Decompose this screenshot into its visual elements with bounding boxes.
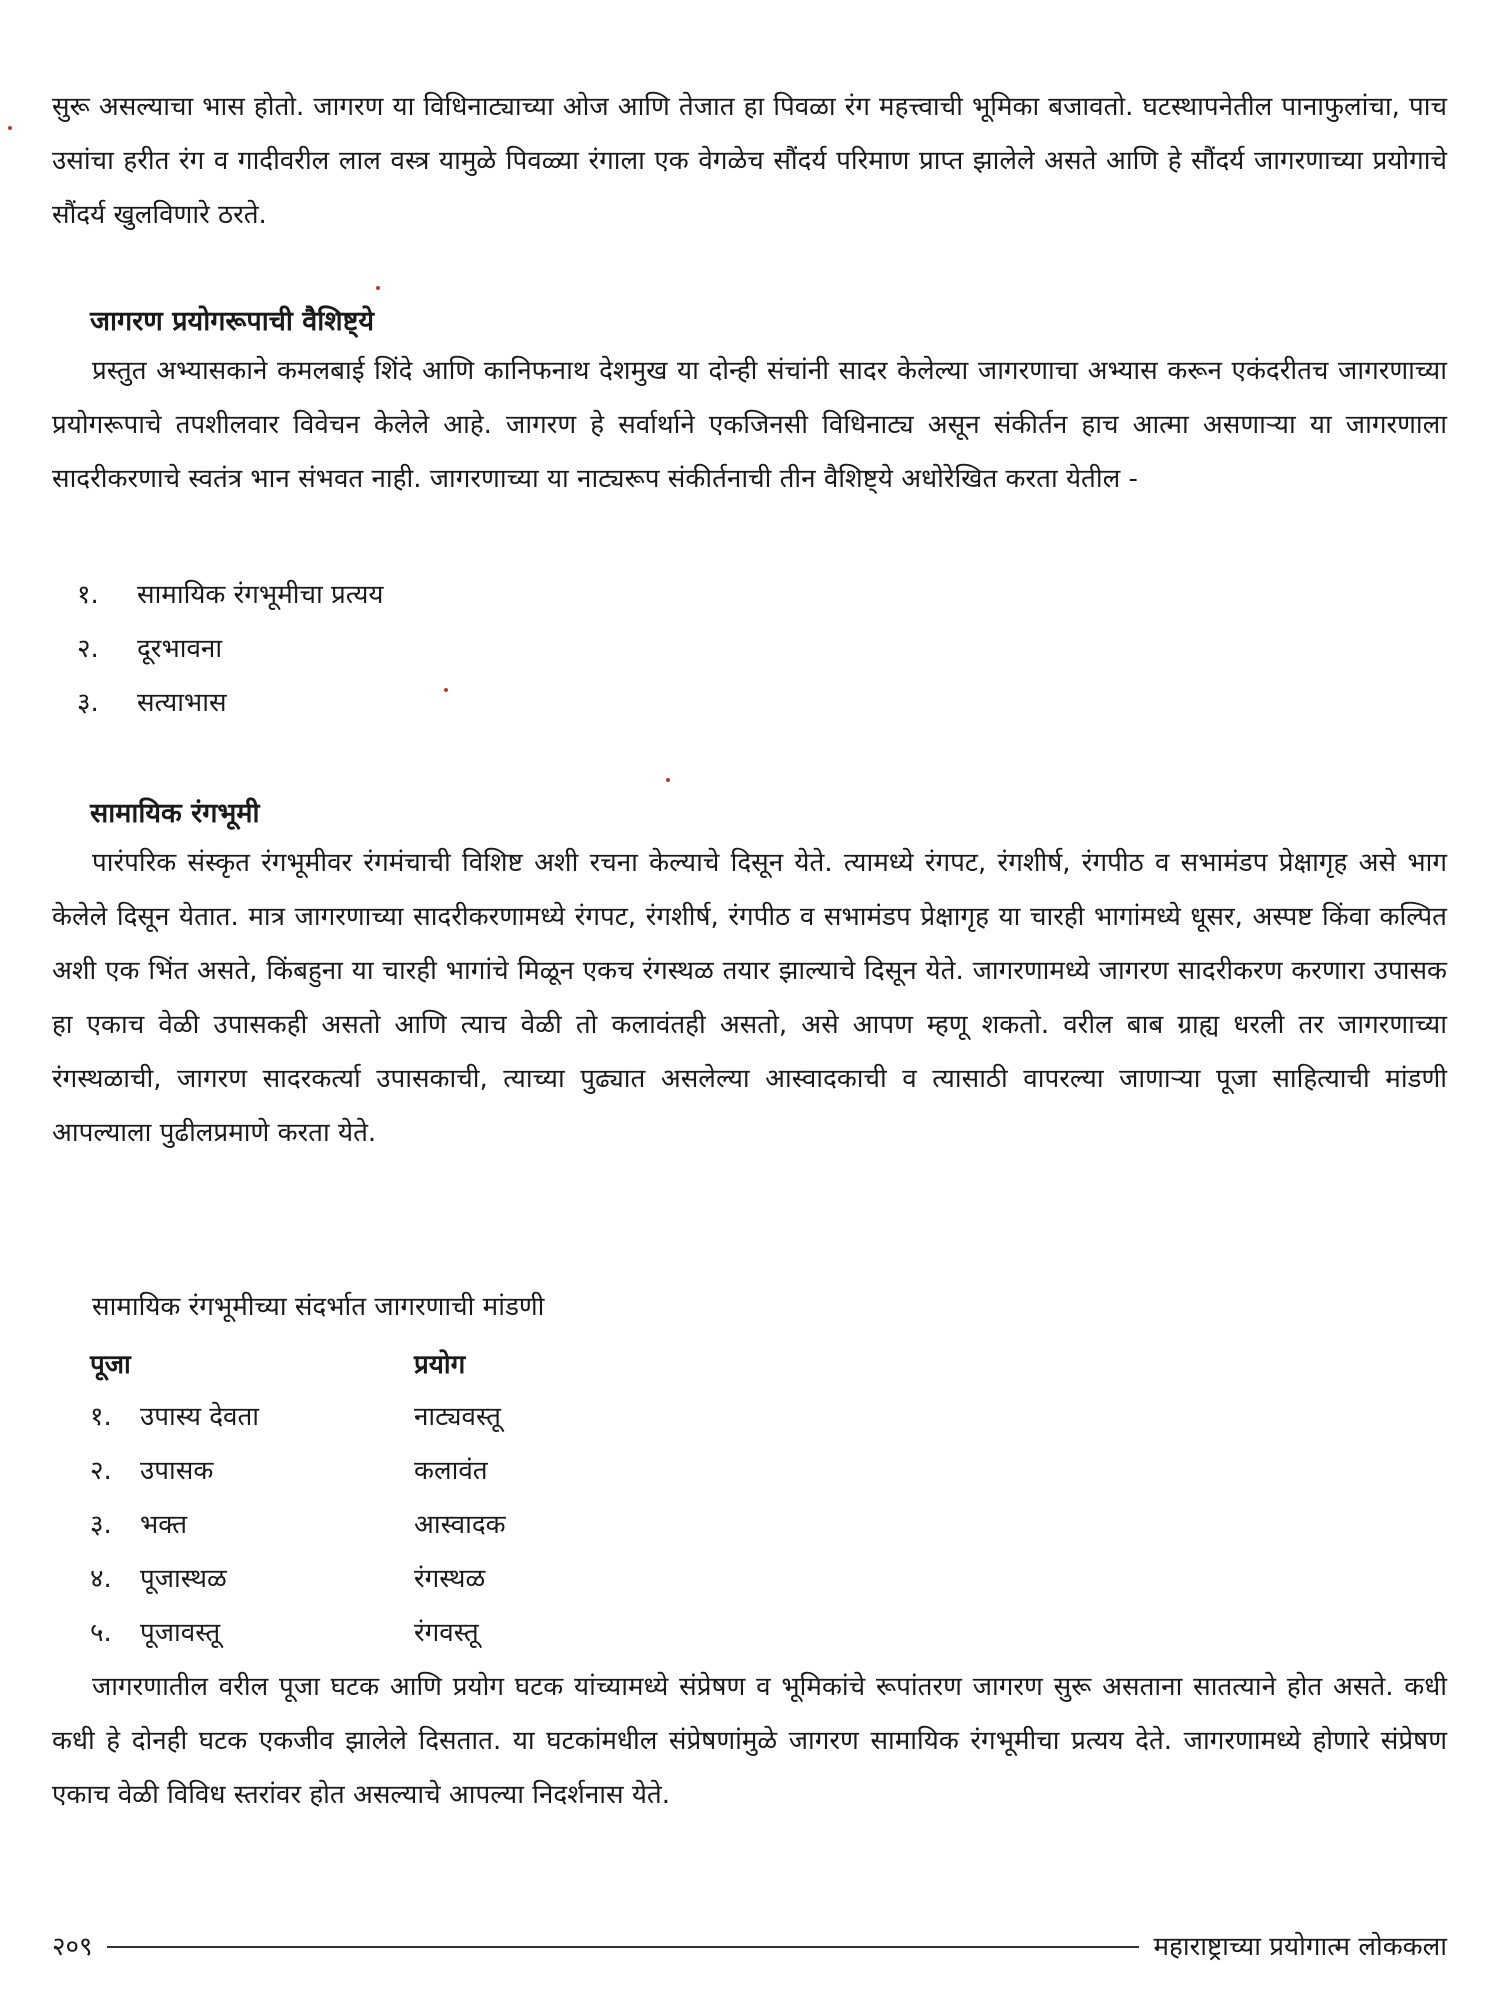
features-paragraph: प्रस्तुत अभ्यासकाने कमलबाई शिंदे आणि कानिफनाथ देशमुख या दोन्ही संचांनी सादर केलेल्या जागरणाचा अभ्यास करून एकंदरीतच जागरणाच्या प्रयोगरूपाचे तपशीलवार विवेचन केलेले आहे. जागरण हे सर्वार्थाने एकजिनसी विधिनाट्य असून संकीर्तन हाच आत्मा असणाऱ्या या जागरणाला सादरीकरणाचे स्वतंत्र भान संभवत नाही. जागरणाच्या या नाट्यरूप संकीर्तनाची तीन वैशिष्ट्ये अधोरेखित करता येतील - bbox=[52, 356, 1447, 494]
scan-speck bbox=[666, 778, 670, 782]
book-title: महाराष्ट्राच्या प्रयोगात्म लोककला bbox=[1153, 1932, 1447, 1962]
page-footer bbox=[52, 1925, 1447, 1965]
column-header-puja: पूजा bbox=[90, 1350, 131, 1380]
section-heading-features: जागरण प्रयोगरूपाची वैशिष्ट्ये bbox=[90, 306, 375, 337]
row-number: ५. bbox=[90, 1618, 112, 1648]
shared-stage-paragraph: पारंपरिक संस्कृत रंगभूमीवर रंगमंचाची विशिष्ट अशी रचना केल्याचे दिसून येते. त्यामध्ये रंगपट, रंगशीर्ष, रंगपीठ व सभामंडप प्रेक्षागृह असे भाग केलेले दिसून येतात. मात्र जागरणाच्या सादरीकरणामध्ये रंगपट, रंगशीर्ष, रंगपीठ व सभामंडप प्रेक्षागृह या चारही भागांमध्ये धूसर, अस्पष्ट किंवा कल्पित अशी एक भिंत असते, किंबहुना या चारही भागांचे मिळून एकच रंगस्थळ तयार झाल्याचे दिसून येते. जागरणामध्ये जागरण सादरीकरण करणारा उपासक हा एकाच वेळी उपासकही असतो आणि त्याच वेळी तो कलावंतही असतो, असे आपण म्हणू शकतो. वरील बाब ग्राह्य धरली तर जागरणाच्या रंगस्थळाची, जागरण सादरकर्त्या उपासकाची, त्याच्या पुढ्यात असलेल्या आस्वादकाची व त्यासाठी वापरल्या जाणाऱ्या पूजा साहित्याची मांडणी आपल्याला पुढीलप्रमाणे करता येते. bbox=[52, 848, 1447, 1148]
list-item-number: १. bbox=[77, 580, 99, 610]
closing-paragraph: जागरणातील वरील पूजा घटक आणि प्रयोग घटक यांच्यामध्ये संप्रेषण व भूमिकांचे रूपांतरण जागरण सुरू असताना सातत्याने होत असते. कधी कधी हे दोनही घटक एकजीव झालेले दिसतात. या घटकांमधील संप्रेषणांमुळे जागरण सामायिक रंगभूमीचा प्रत्यय देते. जागरणामध्ये होणारे संप्रेषण एकाच वेळी विविध स्तरांवर होत असल्याचे आपल्या निदर्शनास येते. bbox=[52, 1672, 1447, 1810]
page-number: २०९ bbox=[52, 1932, 93, 1962]
list-item-number: २. bbox=[77, 634, 99, 664]
features-list bbox=[77, 568, 383, 730]
prayog-cell: रंगवस्तू bbox=[414, 1618, 479, 1648]
prayog-cell: रंगस्थळ bbox=[414, 1564, 486, 1594]
table-row bbox=[90, 1498, 790, 1552]
list-item-text: सत्याभास bbox=[137, 688, 227, 718]
table-row bbox=[90, 1444, 790, 1498]
prayog-cell: आस्वादक bbox=[414, 1510, 506, 1540]
prayog-cell: नाट्यवस्तू bbox=[414, 1402, 501, 1432]
list-item bbox=[77, 622, 383, 676]
scan-speck bbox=[8, 126, 12, 130]
puja-cell: भक्त bbox=[140, 1510, 188, 1540]
table-caption: सामायिक रंगभूमीच्या संदर्भात जागरणाची मांडणी bbox=[92, 1292, 545, 1322]
puja-cell: उपासक bbox=[140, 1456, 214, 1486]
column-header-prayog: प्रयोग bbox=[414, 1350, 466, 1380]
row-number: १. bbox=[90, 1402, 112, 1432]
row-number: २. bbox=[90, 1456, 112, 1486]
section-heading-shared-stage: सामायिक रंगभूमी bbox=[90, 798, 260, 829]
puja-cell: पूजावस्तू bbox=[140, 1618, 221, 1648]
table-row bbox=[90, 1552, 790, 1606]
table-row bbox=[90, 1390, 790, 1444]
list-item-text: दूरभावना bbox=[137, 634, 223, 664]
scan-speck bbox=[376, 286, 380, 290]
list-item-text: सामायिक रंगभूमीचा प्रत्यय bbox=[137, 580, 384, 610]
intro-paragraph: सुरू असल्याचा भास होतो. जागरण या विधिनाट्याच्या ओज आणि तेजात हा पिवळा रंग महत्त्वाची भूमिका बजावतो. घटस्थापनेतील पानाफुलांचा, पाच उसांचा हरीत रंग व गादीवरील लाल वस्त्र यामुळे पिवळ्या रंगाला एक वेगळेच सौंदर्य परिमाण प्राप्त झालेले असते आणि हे सौंदर्य जागरणाच्या प्रयोगाचे सौंदर्य खुलविणारे ठरते. bbox=[52, 92, 1447, 230]
table-row bbox=[90, 1606, 790, 1660]
prayog-cell: कलावंत bbox=[414, 1456, 488, 1486]
list-item bbox=[77, 568, 383, 622]
table-header-row bbox=[90, 1340, 790, 1390]
row-number: ३. bbox=[90, 1510, 112, 1540]
row-number: ४. bbox=[90, 1564, 112, 1594]
puja-prayog-table bbox=[90, 1340, 790, 1660]
list-item bbox=[77, 676, 383, 730]
puja-cell: पूजास्थळ bbox=[140, 1564, 227, 1594]
footer-rule bbox=[107, 1946, 1140, 1948]
list-item-number: ३. bbox=[77, 688, 99, 718]
scan-speck bbox=[444, 688, 448, 692]
puja-cell: उपास्य देवता bbox=[140, 1402, 260, 1432]
